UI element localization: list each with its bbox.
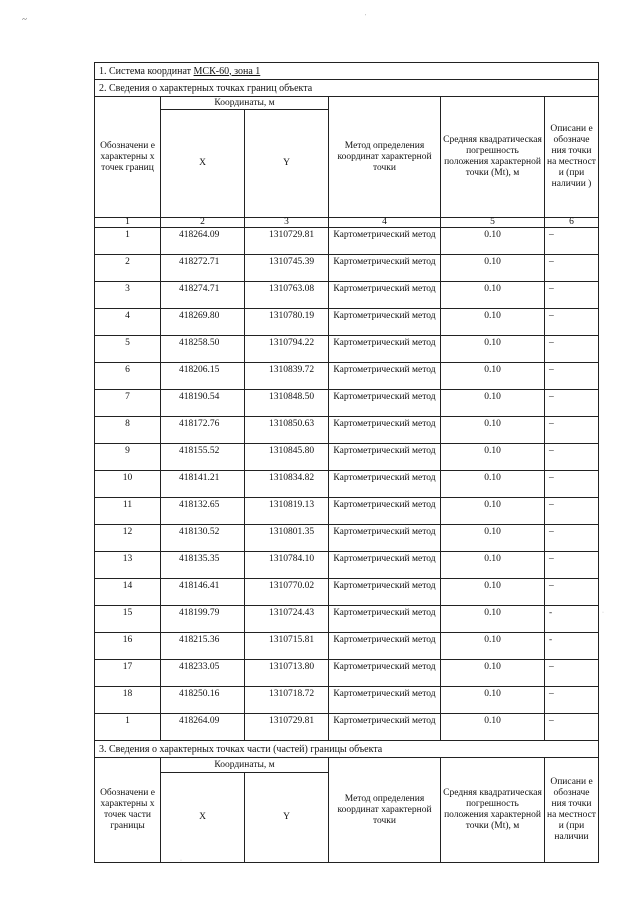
- description: –: [545, 471, 599, 498]
- table-row: [95, 282, 599, 309]
- coord-y: 1310784.10: [245, 552, 329, 579]
- precision: 0.10: [441, 606, 545, 633]
- method: Картометрический метод: [329, 363, 441, 390]
- coord-y: 1310770.02: [245, 579, 329, 606]
- description: –: [545, 282, 599, 309]
- point-number: 7: [95, 390, 161, 417]
- precision: 0.10: [441, 444, 545, 471]
- description: –: [545, 579, 599, 606]
- coord-y: 1310839.72: [245, 363, 329, 390]
- method: Картометрический метод: [329, 498, 441, 525]
- point-number: 15: [95, 606, 161, 633]
- coord-y: 1310713.80: [245, 660, 329, 687]
- point-number: 11: [95, 498, 161, 525]
- column-number: 3: [245, 218, 329, 228]
- coord-x: 418199.79: [161, 606, 245, 633]
- header-row-main: [95, 97, 599, 110]
- method: Картометрический метод: [329, 390, 441, 417]
- coord-y: 1310718.72: [245, 687, 329, 714]
- precision: 0.10: [441, 687, 545, 714]
- precision: 0.10: [441, 336, 545, 363]
- coord-x: 418274.71: [161, 282, 245, 309]
- header-part-description: Описани е обозначе ния точки на местност и (при наличии: [545, 758, 599, 863]
- description: –: [545, 714, 599, 741]
- table-row: [95, 255, 599, 282]
- coord-x: 418269.80: [161, 309, 245, 336]
- coord-x: 418272.71: [161, 255, 245, 282]
- precision: 0.10: [441, 498, 545, 525]
- coord-y: 1310763.08: [245, 282, 329, 309]
- method: Картометрический метод: [329, 309, 441, 336]
- table-row: [95, 309, 599, 336]
- precision: 0.10: [441, 228, 545, 255]
- coord-x: 418135.35: [161, 552, 245, 579]
- description: –: [545, 525, 599, 552]
- method: Картометрический метод: [329, 282, 441, 309]
- point-number: 10: [95, 471, 161, 498]
- point-number: 14: [95, 579, 161, 606]
- table-row: [95, 471, 599, 498]
- method: Картометрический метод: [329, 660, 441, 687]
- coord-x: 418233.05: [161, 660, 245, 687]
- description: -: [545, 633, 599, 660]
- coord-y: 1310794.22: [245, 336, 329, 363]
- table-row: [95, 579, 599, 606]
- method: Картометрический метод: [329, 417, 441, 444]
- table-row: [95, 363, 599, 390]
- coord-x: 418155.52: [161, 444, 245, 471]
- description: –: [545, 687, 599, 714]
- description: –: [545, 363, 599, 390]
- point-number: 8: [95, 417, 161, 444]
- coord-x: 418215.36: [161, 633, 245, 660]
- header-part-coords: Координаты, м: [161, 758, 329, 773]
- coord-y: 1310845.80: [245, 444, 329, 471]
- header-part-designation: Обозначени е характерны х точек части границы: [95, 758, 161, 863]
- precision: 0.10: [441, 714, 545, 741]
- description: –: [545, 417, 599, 444]
- method: Картометрический метод: [329, 228, 441, 255]
- boundary-points-table: [94, 62, 599, 863]
- point-number: 4: [95, 309, 161, 336]
- method: Картометрический метод: [329, 687, 441, 714]
- table-row: [95, 417, 599, 444]
- precision: 0.10: [441, 255, 545, 282]
- coord-x: 418172.76: [161, 417, 245, 444]
- header-part-method: Метод определения координат характерной точки: [329, 758, 441, 863]
- precision: 0.10: [441, 309, 545, 336]
- table-row: [95, 714, 599, 741]
- coord-x: 418130.52: [161, 525, 245, 552]
- precision: 0.10: [441, 363, 545, 390]
- description: –: [545, 498, 599, 525]
- description: –: [545, 228, 599, 255]
- scan-speck: ·: [602, 610, 604, 616]
- header-method: Метод определения координат характерной точки: [329, 97, 441, 218]
- table-row: [95, 498, 599, 525]
- scan-speck: ': [365, 14, 367, 20]
- coord-y: 1310834.82: [245, 471, 329, 498]
- method: Картометрический метод: [329, 552, 441, 579]
- method: Картометрический метод: [329, 471, 441, 498]
- point-number: 17: [95, 660, 161, 687]
- coord-y: 1310724.43: [245, 606, 329, 633]
- table-row: [95, 687, 599, 714]
- column-number: 4: [329, 218, 441, 228]
- description: –: [545, 309, 599, 336]
- method: Картометрический метод: [329, 525, 441, 552]
- table-row: [95, 633, 599, 660]
- table-row: [95, 336, 599, 363]
- description: –: [545, 390, 599, 417]
- header-x: X: [161, 110, 245, 218]
- precision: 0.10: [441, 417, 545, 444]
- precision: 0.10: [441, 633, 545, 660]
- precision: 0.10: [441, 282, 545, 309]
- coord-y: 1310850.63: [245, 417, 329, 444]
- coord-x: 418190.54: [161, 390, 245, 417]
- method: Картометрический метод: [329, 633, 441, 660]
- point-number: 13: [95, 552, 161, 579]
- header-part-x: X: [161, 773, 245, 863]
- table-row: [95, 228, 599, 255]
- column-number: 6: [545, 218, 599, 228]
- coord-x: 418132.65: [161, 498, 245, 525]
- coordinate-system-value: МСК-60, зона 1: [193, 65, 261, 77]
- header-part-precision: Средняя квадратическая погрешность положения характерной точки (Mt), м: [441, 758, 545, 863]
- point-number: 2: [95, 255, 161, 282]
- coord-x: 418250.16: [161, 687, 245, 714]
- table-row: [95, 552, 599, 579]
- coord-y: 1310848.50: [245, 390, 329, 417]
- table-row: [95, 390, 599, 417]
- column-number: 1: [95, 218, 161, 228]
- table-row: [95, 525, 599, 552]
- coord-y: 1310729.81: [245, 228, 329, 255]
- section-boundary-points: [95, 80, 599, 97]
- point-number: 16: [95, 633, 161, 660]
- coord-x: 418141.21: [161, 471, 245, 498]
- coord-y: 1310729.81: [245, 714, 329, 741]
- section-part-boundary-points: [95, 741, 599, 758]
- header-description: Описани е обозначе ния точки на местност и (при наличии ): [545, 97, 599, 218]
- method: Картометрический метод: [329, 255, 441, 282]
- point-number: 5: [95, 336, 161, 363]
- table-row: [95, 444, 599, 471]
- corner-scribble: ~: [21, 13, 28, 25]
- section3-title: 3. Сведения о характерных точках части (частей) границы объекта: [95, 741, 599, 758]
- points-body: [95, 228, 599, 741]
- coord-y: 1310745.39: [245, 255, 329, 282]
- coord-y: 1310715.81: [245, 633, 329, 660]
- point-number: 6: [95, 363, 161, 390]
- header-row-part: [95, 758, 599, 773]
- document-sheet: [94, 62, 598, 863]
- precision: 0.10: [441, 552, 545, 579]
- scan-speck: ·: [180, 858, 182, 864]
- coord-y: 1310801.35: [245, 525, 329, 552]
- section1-prefix: 1. Система координат: [99, 65, 194, 77]
- column-numbers-row: [95, 218, 599, 228]
- precision: 0.10: [441, 471, 545, 498]
- point-number: 1: [95, 714, 161, 741]
- point-number: 18: [95, 687, 161, 714]
- precision: 0.10: [441, 660, 545, 687]
- header-part-y: Y: [245, 773, 329, 863]
- precision: 0.10: [441, 579, 545, 606]
- section-coordinate-system: [95, 63, 599, 80]
- method: Картометрический метод: [329, 714, 441, 741]
- coord-x: 418146.41: [161, 579, 245, 606]
- method: Картометрический метод: [329, 336, 441, 363]
- header-precision: Средняя квадратическая погрешность положения характерной точки (Mt), м: [441, 97, 545, 218]
- description: –: [545, 444, 599, 471]
- coord-y: 1310780.19: [245, 309, 329, 336]
- header-y: Y: [245, 110, 329, 218]
- description: –: [545, 255, 599, 282]
- method: Картометрический метод: [329, 579, 441, 606]
- point-number: 12: [95, 525, 161, 552]
- precision: 0.10: [441, 390, 545, 417]
- column-number: 5: [441, 218, 545, 228]
- method: Картометрический метод: [329, 444, 441, 471]
- point-number: 3: [95, 282, 161, 309]
- coord-x: 418264.09: [161, 228, 245, 255]
- point-number: 9: [95, 444, 161, 471]
- coord-x: 418264.09: [161, 714, 245, 741]
- description: –: [545, 552, 599, 579]
- coord-x: 418258.50: [161, 336, 245, 363]
- column-number: 2: [161, 218, 245, 228]
- description: -: [545, 606, 599, 633]
- method: Картометрический метод: [329, 606, 441, 633]
- section2-title: 2. Сведения о характерных точках границ объекта: [95, 80, 599, 97]
- precision: 0.10: [441, 525, 545, 552]
- header-coords: Координаты, м: [161, 97, 329, 110]
- coord-x: 418206.15: [161, 363, 245, 390]
- table-row: [95, 660, 599, 687]
- description: –: [545, 336, 599, 363]
- point-number: 1: [95, 228, 161, 255]
- description: –: [545, 660, 599, 687]
- coord-y: 1310819.13: [245, 498, 329, 525]
- table-row: [95, 606, 599, 633]
- header-designation: Обозначени е характерны х точек границ: [95, 97, 161, 218]
